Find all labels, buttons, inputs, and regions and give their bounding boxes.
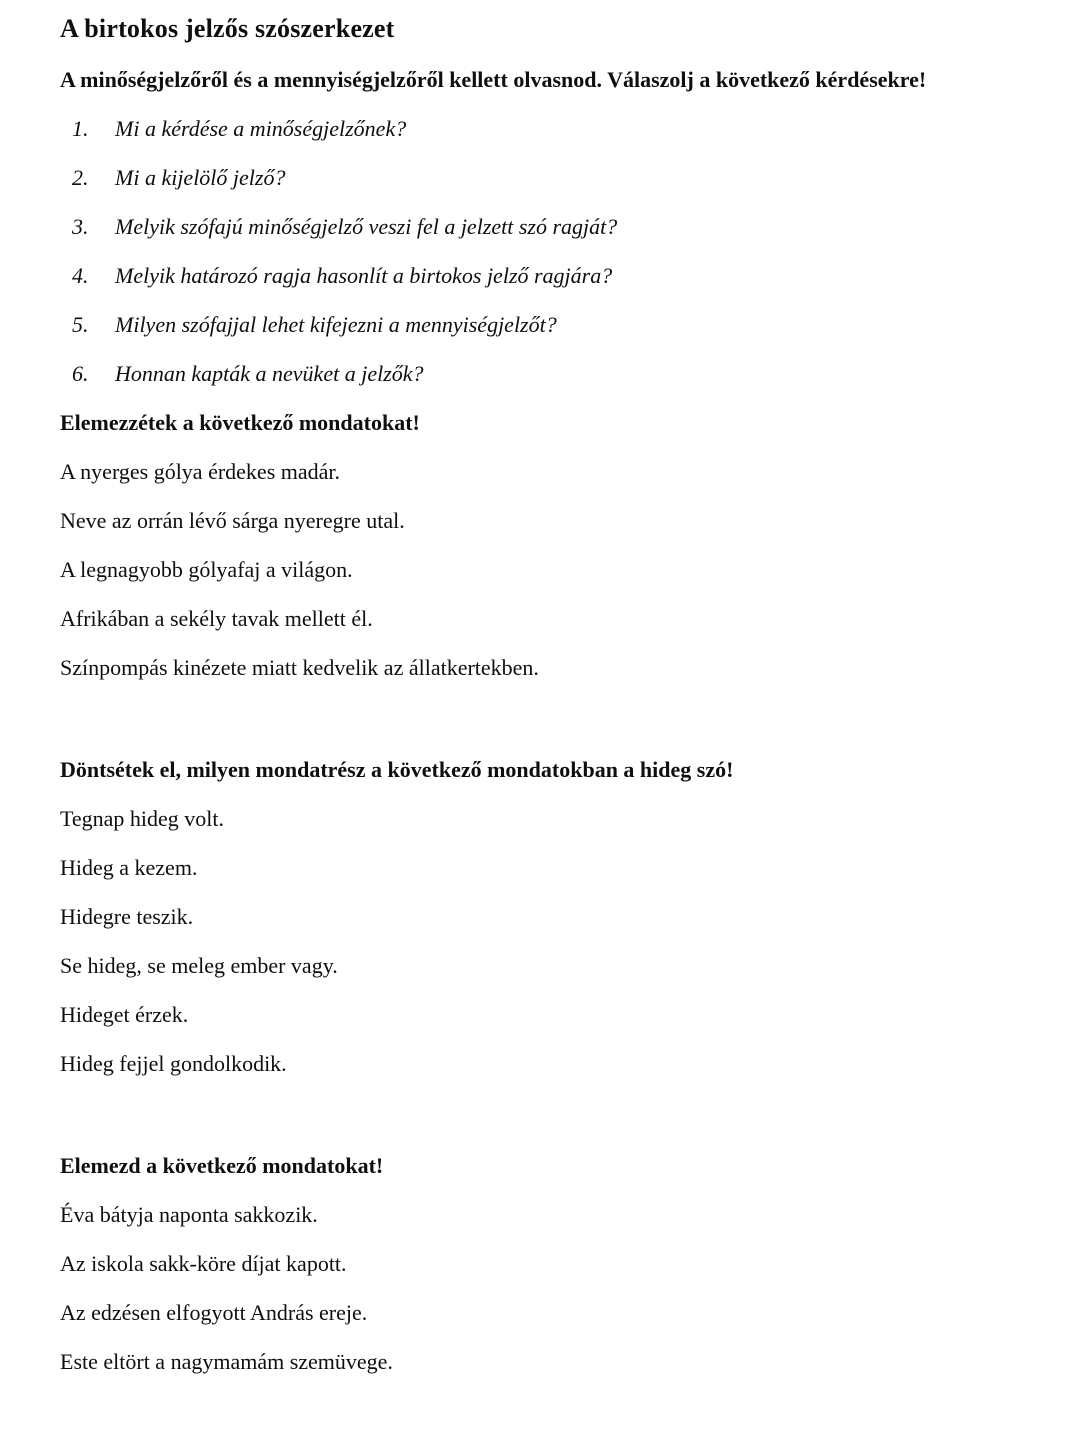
question-item-3 xyxy=(72,212,1051,242)
question-item-2 xyxy=(72,163,1051,193)
sentence: Tegnap hideg volt. xyxy=(60,806,225,831)
section-analyze-stork xyxy=(60,408,1051,683)
section-gap xyxy=(60,702,1051,755)
question-number: 5. xyxy=(72,312,89,337)
question-number: 4. xyxy=(72,263,89,288)
sentence: Hideget érzek. xyxy=(60,1002,189,1027)
question-text: Mi a kérdése a minőségjelzőnek? xyxy=(115,116,407,141)
sentence: Színpompás kinézete miatt kedvelik az állatkertekben. xyxy=(60,655,539,680)
sentence: Az iskola sakk-köre díjat kapott. xyxy=(60,1251,347,1276)
sentence: Éva bátyja naponta sakkozik. xyxy=(60,1202,318,1227)
sentence: Afrikában a sekély tavak mellett él. xyxy=(60,606,373,631)
question-text: Milyen szófajjal lehet kifejezni a mennyiségjelzőt? xyxy=(115,312,557,337)
section-analyze-final xyxy=(60,1151,1051,1377)
question-text: Melyik határozó ragja hasonlít a birtokos jelző ragjára? xyxy=(115,263,613,288)
question-list xyxy=(60,114,1051,389)
section-hideg-word xyxy=(60,755,1051,1079)
sentence: A legnagyobb gólyafaj a világon. xyxy=(60,557,353,582)
question-text: Mi a kijelölő jelző? xyxy=(115,165,286,190)
document-title: A birtokos jelzős szószerkezet xyxy=(60,14,395,43)
question-number: 3. xyxy=(72,214,89,239)
intro-instruction: A minőségjelzőről és a mennyiségjelzőről kellett olvasnod. Válaszolj a következő kérdésekre! xyxy=(60,67,927,92)
section-heading: Döntsétek el, milyen mondatrész a következő mondatokban a hideg szó! xyxy=(60,757,734,782)
question-text: Melyik szófajú minőségjelző veszi fel a jelzett szó ragját? xyxy=(115,214,618,239)
sentence: Az edzésen elfogyott András ereje. xyxy=(60,1300,368,1325)
section-heading: Elemezd a következő mondatokat! xyxy=(60,1153,384,1178)
sentence: Hidegre teszik. xyxy=(60,904,194,929)
question-number: 2. xyxy=(72,165,89,190)
question-number: 6. xyxy=(72,361,89,386)
sentence: Hideg a kezem. xyxy=(60,855,198,880)
sentence: Este eltört a nagymamám szemüvege. xyxy=(60,1349,393,1374)
question-item-4 xyxy=(72,261,1051,291)
question-text: Honnan kapták a nevüket a jelzők? xyxy=(115,361,424,386)
question-item-5 xyxy=(72,310,1051,340)
question-item-6 xyxy=(72,359,1051,389)
sentence: Hideg fejjel gondolkodik. xyxy=(60,1051,287,1076)
sentence: Se hideg, se meleg ember vagy. xyxy=(60,953,338,978)
section-heading: Elemezzétek a következő mondatokat! xyxy=(60,410,420,435)
sentence: Neve az orrán lévő sárga nyeregre utal. xyxy=(60,508,405,533)
question-item-1 xyxy=(72,114,1051,144)
question-number: 1. xyxy=(72,116,89,141)
sentence: A nyerges gólya érdekes madár. xyxy=(60,459,341,484)
section-gap xyxy=(60,1098,1051,1151)
